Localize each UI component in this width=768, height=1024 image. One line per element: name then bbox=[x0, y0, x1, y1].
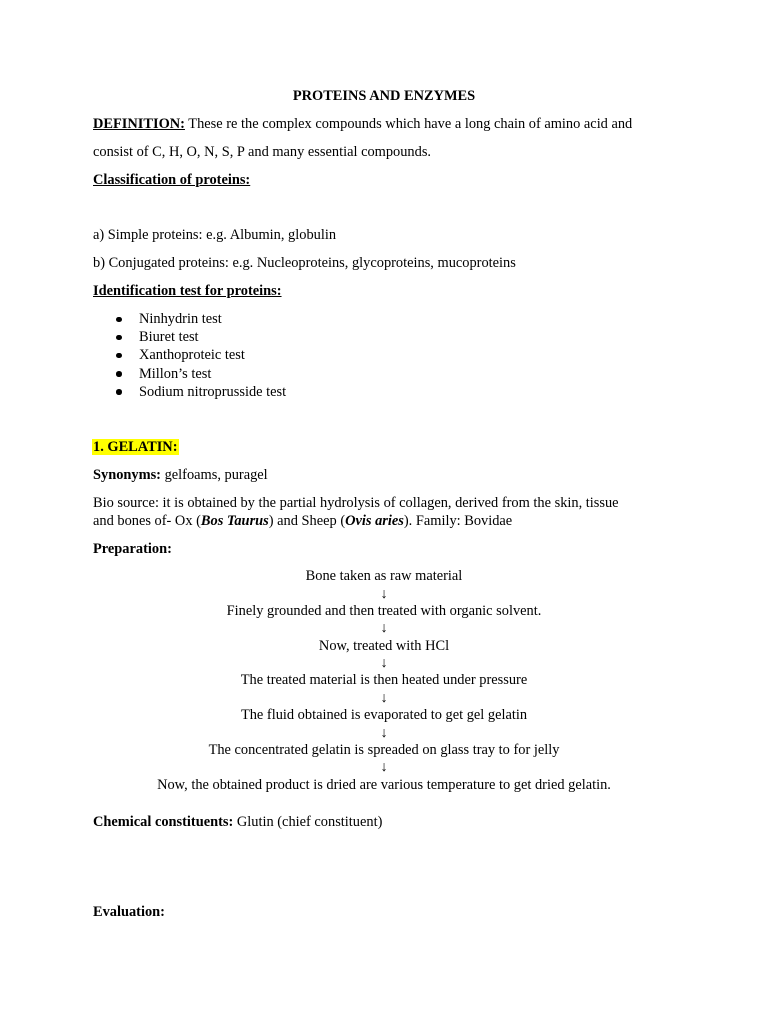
biosource-ox-name: Bos Taurus bbox=[200, 513, 269, 529]
biosource-text-a: and bones of- Ox ( bbox=[93, 513, 201, 529]
document-page: PROTEINS AND ENZYMES DEFINITION: These re the complex compounds which have a long chain of amino acid and consist of C, H, O, N, S, P and many essential compounds. Classification of proteins: a) Simple proteins: e.g. Albumin, globulin b) Conjugated proteins: e.g. Nucleoproteins, glycoproteins, mucoproteins Identification test for proteins: Ninhydrin test Biuret test Xanthoproteic test Millon’s test Sodium nitroprusside test 1. GELATIN: Synonyms: gelfoams, puragel Bio source: it is obtained by the partial hydrolysis of collagen, derived from the skin, tissue and bones of- Ox (Bos Taurus) and Sheep (Ovis aries). Family: Bovidae Preparation: Bone taken as raw material ↓ Finely grounded and then treated with organic solvent. ↓ Now, treated with HCl ↓ The treated material is then heated under pressure ↓ The fluid obtained is evaporated to get gel gelatin ↓ The concentrated gelatin is spreaded on glass tray to for jelly ↓ Now, the obtained product is dried are various temperature to get dried gelatin. Chemical constituents: Glutin (chief constituent) Evaluation: bbox=[0, 0, 768, 1024]
chemical-constituents-line bbox=[93, 814, 382, 831]
definition-line-1 bbox=[93, 116, 632, 133]
synonyms-value: gelfoams, puragel bbox=[160, 467, 268, 483]
definition-text-1: These re the complex compounds which have a long chain of amino acid and bbox=[184, 116, 633, 132]
down-arrow-icon: ↓ bbox=[380, 620, 388, 637]
definition-label: DEFINITION: bbox=[93, 116, 185, 132]
down-arrow-icon: ↓ bbox=[380, 655, 388, 672]
flow-step: The concentrated gelatin is spreaded on glass tray to for jelly bbox=[208, 741, 560, 758]
definition-line-2: consist of C, H, O, N, S, P and many essential compounds. bbox=[93, 144, 432, 160]
bullet-icon bbox=[116, 371, 122, 377]
biosource-line-2 bbox=[93, 513, 512, 530]
biosource-text-c: ). Family: Bovidae bbox=[403, 513, 513, 529]
bullet-icon bbox=[116, 335, 122, 341]
bullet-icon bbox=[116, 317, 122, 323]
classification-heading: Classification of proteins: bbox=[93, 172, 251, 188]
flow-step: Finely grounded and then treated with organic solvent. bbox=[226, 602, 542, 619]
classification-item-simple: a) Simple proteins: e.g. Albumin, globulin bbox=[93, 227, 337, 243]
down-arrow-icon: ↓ bbox=[380, 759, 388, 776]
flow-step: Now, treated with HCl bbox=[318, 637, 450, 654]
evaluation-label: Evaluation: bbox=[93, 904, 165, 920]
flow-step: Now, the obtained product is dried are various temperature to get dried gelatin. bbox=[157, 776, 611, 793]
biosource-sheep-name: Ovis aries bbox=[345, 513, 404, 529]
bullet-icon bbox=[116, 389, 122, 395]
biosource-text-b: ) and Sheep ( bbox=[268, 513, 346, 529]
flow-step: The treated material is then heated under pressure bbox=[240, 672, 528, 689]
chemical-constituents-value: Glutin (chief constituent) bbox=[233, 814, 383, 830]
flow-step: Bone taken as raw material bbox=[305, 568, 463, 584]
chemical-constituents-label: Chemical constituents: bbox=[93, 814, 234, 830]
synonyms-label: Synonyms: bbox=[93, 467, 161, 483]
down-arrow-icon: ↓ bbox=[380, 585, 388, 602]
gelatin-heading-highlight: 1. GELATIN: bbox=[93, 439, 178, 455]
gelatin-heading bbox=[92, 439, 179, 456]
page-title: PROTEINS AND ENZYMES bbox=[292, 88, 476, 104]
preparation-flowchart bbox=[0, 568, 768, 794]
preparation-label: Preparation: bbox=[93, 541, 172, 557]
synonyms-line bbox=[93, 467, 268, 484]
flow-step: The fluid obtained is evaporated to get gel gelatin bbox=[240, 707, 528, 724]
down-arrow-icon: ↓ bbox=[380, 724, 388, 741]
bullet-icon bbox=[116, 353, 122, 359]
classification-item-conjugated: b) Conjugated proteins: e.g. Nucleoproteins, glycoproteins, mucoproteins bbox=[93, 255, 516, 271]
down-arrow-icon: ↓ bbox=[380, 689, 388, 706]
identification-heading: Identification test for proteins: bbox=[93, 283, 282, 299]
biosource-line-1: Bio source: it is obtained by the partial hydrolysis of collagen, derived from the skin, tissue bbox=[93, 495, 619, 511]
